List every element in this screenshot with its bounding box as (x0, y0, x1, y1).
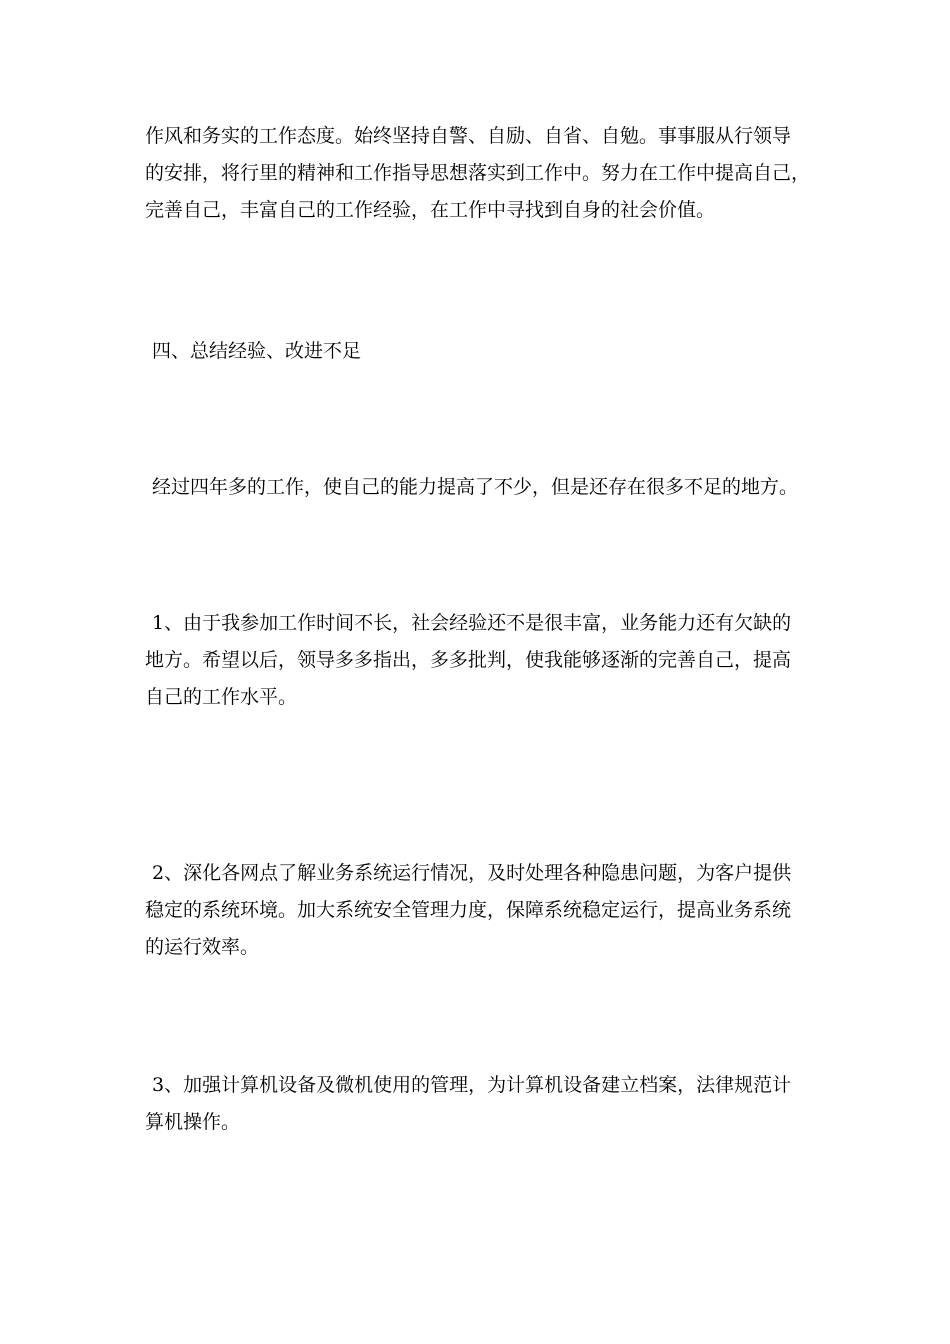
text-line: 自己的工作水平。 (145, 686, 298, 708)
text-line: 稳定的系统环境。加大系统安全管理力度，保障系统稳定运行，提高业务系统 (145, 899, 792, 921)
text-line: 作风和务实的工作态度。始终坚持自警、自励、自省、自勉。事事服从行领导 (145, 125, 792, 147)
section-heading-text: 四、总结经验、改进不足 (152, 340, 362, 362)
text-line: 3、加强计算机设备及微机使用的管理，为计算机设备建立档案，法律规范计 (152, 1074, 792, 1096)
paragraph-item-3 (145, 1067, 805, 1141)
text-line: 的运行效率。 (145, 936, 260, 958)
text-line: 经过四年多的工作，使自己的能力提高了不少，但是还存在很多不足的地方。 (152, 476, 799, 498)
paragraph-item-2 (145, 855, 805, 966)
paragraph-work-attitude (145, 118, 811, 229)
text-line: 地方。希望以后，领导多多指出，多多批判，使我能够逐渐的完善自己，提高 (145, 649, 792, 671)
text-line: 算机操作。 (145, 1111, 241, 1133)
text-line: 1、由于我参加工作时间不长，社会经验还不是很丰富，业务能力还有欠缺的 (152, 612, 792, 634)
text-line: 2、深化各网点了解业务系统运行情况，及时处理各种隐患问题，为客户提供 (152, 862, 792, 884)
text-line: 的安排，将行里的精神和工作指导思想落实到工作中。努力在工作中提高自己， (145, 162, 811, 184)
text-line: 完善自己，丰富自己的工作经验，在工作中寻找到自身的社会价值。 (145, 199, 716, 221)
paragraph-item-1 (145, 605, 805, 716)
paragraph-summary-intro (145, 469, 805, 506)
section-heading (145, 333, 805, 370)
